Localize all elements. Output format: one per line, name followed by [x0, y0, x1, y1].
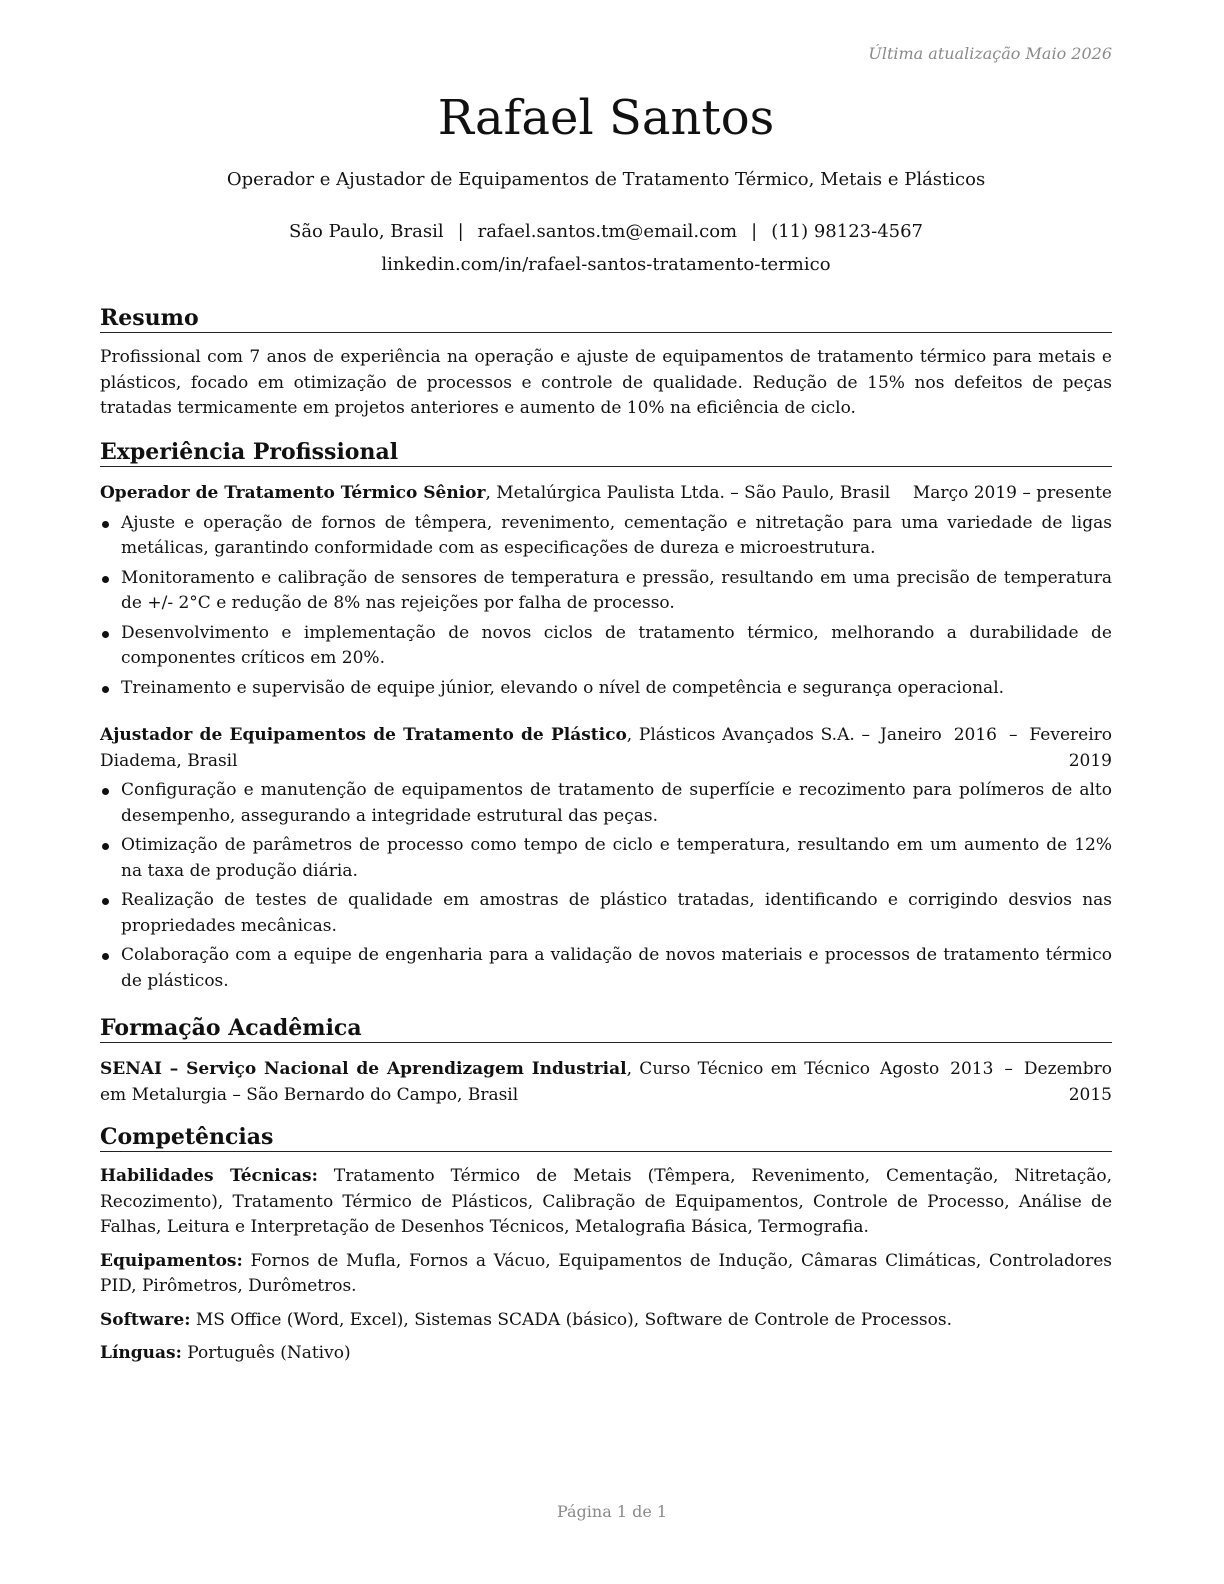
summary-text: Profissional com 7 anos de experiência na operação e ajuste de equipamentos de tratamento térmico para metais e plásticos, focado em otimização de processos e controle de qualidade. Redução de 15% nos defeitos de peças tratadas termicamente em projetos anteriores e aumento de 10% na eficiência de ciclo.: [100, 347, 1112, 418]
last-updated: Última atualização Maio 2026: [868, 44, 1112, 63]
skill-text: Português (Nativo): [181, 1343, 351, 1363]
phone: (11) 98123-4567: [771, 221, 924, 242]
skill-text: Fornos de Mufla, Fornos a Vácuo, Equipamentos de Indução, Câmaras Climáticas, Controladores PID, Pirômetros, Durômetros.: [100, 1250, 1112, 1296]
course-name: , Curso Técnico em Técnico em Metalurgia – São Bernardo do Campo, Brasil: [100, 1059, 870, 1105]
skills-section: [100, 1123, 1112, 1367]
linkedin-link[interactable]: linkedin.com/in/rafael-santos-tratamento-termico: [381, 254, 831, 275]
job-bullets: [100, 778, 1112, 994]
contact-separator: |: [457, 221, 464, 242]
summary-section: [100, 304, 1112, 422]
experience-section: [100, 438, 1112, 998]
job-company: , Plásticos Avançados S.A. – Diadema, Brasil: [100, 725, 870, 771]
job-company: , Metalúrgica Paulista Ltda. – São Paulo, Brasil: [485, 483, 891, 503]
section-title: Formação Acadêmica: [100, 1014, 1112, 1043]
skill-label: Línguas:: [100, 1343, 182, 1363]
contact-line: [100, 220, 1112, 244]
skill-group: [100, 1341, 1112, 1367]
skill-group: [100, 1308, 1112, 1334]
education-section: [100, 1014, 1112, 1108]
list-item: Ajuste e operação de fornos de têmpera, revenimento, cementação e nitretação para uma variedade de ligas metálicas, garantindo conformidade com as especificações de dureza e microestrutura.: [100, 511, 1112, 562]
resume-page: [100, 0, 1112, 1584]
skill-group: [100, 1249, 1112, 1300]
list-item: Colaboração com a equipe de engenharia para a validação de novos materiais e processos de tratamento térmico de plásticos.: [100, 943, 1112, 994]
skill-label: Software:: [100, 1309, 191, 1330]
list-item: Realização de testes de qualidade em amostras de plástico tratadas, identificando e corrigindo desvios nas propriedades mecânicas.: [100, 888, 1112, 939]
education-header: [100, 1057, 1112, 1108]
job-title-line: [100, 723, 870, 774]
section-title: Competências: [100, 1123, 1112, 1152]
section-title: Experiência Profissional: [100, 438, 1112, 467]
education-dates: Agosto 2013 – Dezembro 2015: [880, 1059, 1112, 1105]
job-header: [100, 723, 1112, 774]
email-link[interactable]: rafael.santos.tm@email.com: [477, 221, 738, 242]
location: São Paulo, Brasil: [288, 221, 444, 242]
skill-label: Equipamentos:: [100, 1250, 243, 1271]
education-line: [100, 1057, 870, 1108]
skill-text: Tratamento Térmico de Metais (Têmpera, Revenimento, Cementação, Nitretação, Recozimento), Tratamento Térmico de Plásticos, Calibração de Equipamentos, Controle de Processo, Análise de Falhas, Leitura e Interpretação de Desenhos Técnicos, Metalografia Básica, Termografia.: [100, 1166, 1112, 1237]
skill-group: [100, 1164, 1112, 1241]
section-title: Resumo: [100, 304, 1112, 333]
list-item: Monitoramento e calibração de sensores de temperatura e pressão, resultando em uma precisão de temperatura de +/- 2°C e redução de 8% nas rejeições por falha de processo.: [100, 566, 1112, 617]
skill-label: Habilidades Técnicas:: [100, 1166, 318, 1186]
job-role: Ajustador de Equipamentos de Tratamento de Plástico: [100, 725, 627, 745]
job-role: Operador de Tratamento Térmico Sênior: [100, 483, 486, 503]
contact-separator: |: [751, 221, 758, 242]
skill-text: MS Office (Word, Excel), Sistemas SCADA (básico), Software de Controle de Processos.: [190, 1309, 953, 1330]
list-item: Configuração e manutenção de equipamentos de tratamento de superfície e recozimento para polímeros de alto desempenho, assegurando a integridade estrutural das peças.: [100, 778, 1112, 829]
page-number: Página 1 de 1: [556, 1502, 668, 1521]
job-dates: Janeiro 2016 – Fevereiro 2019: [880, 725, 1112, 771]
job-header: [100, 481, 1112, 507]
list-item: Treinamento e supervisão de equipe júnior, elevando o nível de competência e segurança operacional.: [100, 676, 1112, 702]
candidate-name: Rafael Santos: [437, 90, 775, 146]
job-dates: Março 2019 – presente: [912, 483, 1112, 503]
job-bullets: [100, 511, 1112, 702]
headline: Operador e Ajustador de Equipamentos de Tratamento Térmico, Metais e Plásticos: [226, 169, 986, 190]
list-item: Desenvolvimento e implementação de novos ciclos de tratamento térmico, melhorando a durabilidade de componentes críticos em 20%.: [100, 621, 1112, 672]
school-name: SENAI – Serviço Nacional de Aprendizagem Industrial: [100, 1059, 627, 1079]
list-item: Otimização de parâmetros de processo como tempo de ciclo e temperatura, resultando em um aumento de 12% na taxa de produção diária.: [100, 833, 1112, 884]
job-title-line: [100, 481, 903, 507]
